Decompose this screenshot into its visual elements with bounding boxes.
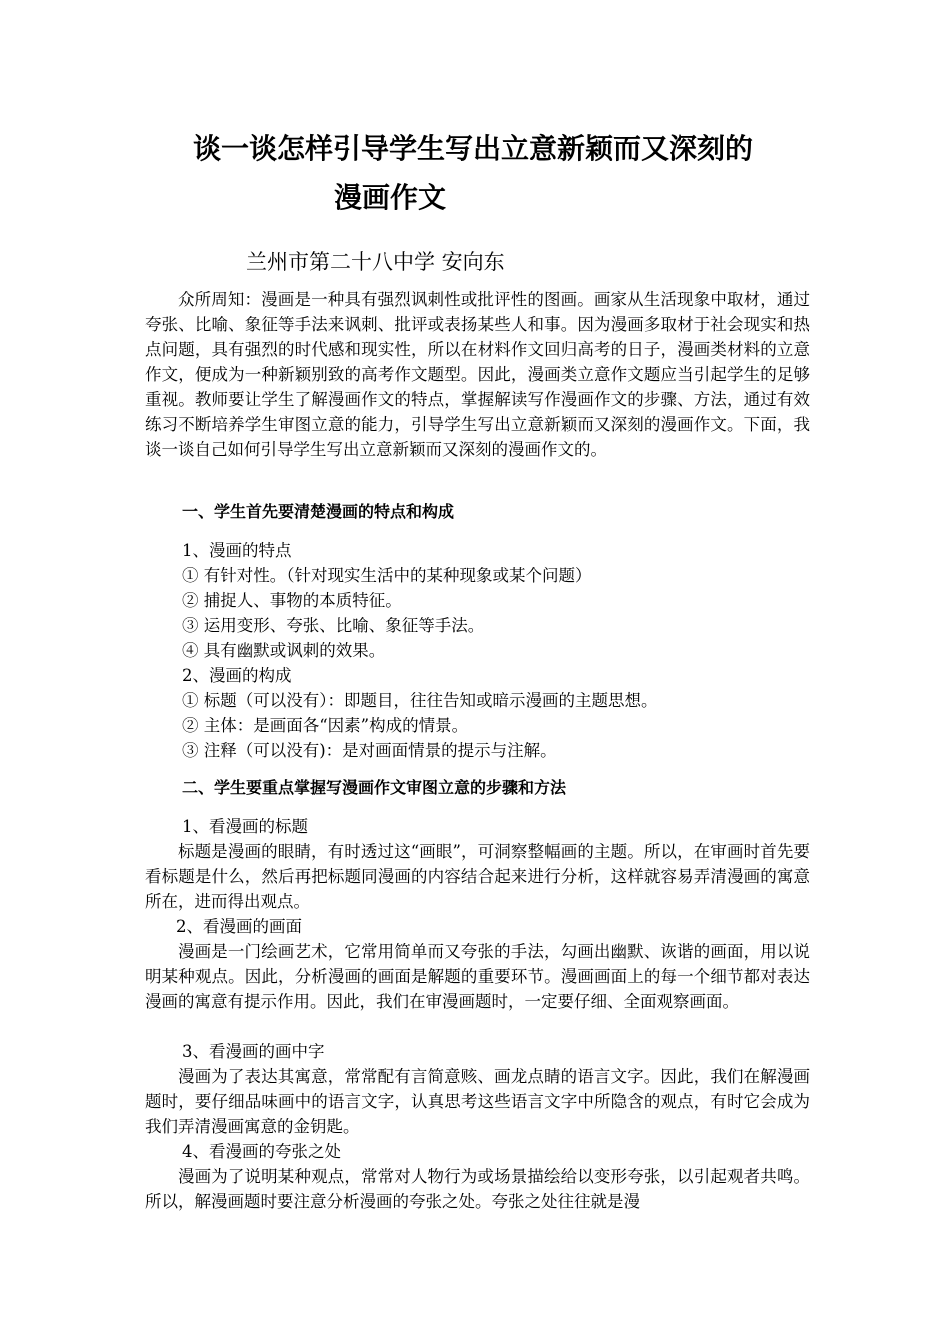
subsection-features-title: 1、漫画的特点 [182, 541, 292, 560]
step-1-block [145, 839, 810, 914]
step-2-block [145, 939, 810, 1014]
feature-item: ② 捕捉人、事物的本质特征。 [182, 591, 402, 610]
author-line: 兰州市第二十八中学 安向东 [246, 250, 505, 274]
title-line-2: 漫画作文 [334, 181, 447, 214]
composition-item: ② 主体：是画面各“因素”构成的情景。 [182, 716, 469, 735]
feature-item: ③ 运用变形、夸张、比喻、象征等手法。 [182, 616, 485, 635]
intro-block [145, 287, 810, 462]
composition-item: ① 标题（可以没有）：即题目，往往告知或暗示漫画的主题思想。 [182, 691, 658, 710]
title-line-1: 谈一谈怎样引导学生写出立意新颖而又深刻的 [193, 132, 754, 165]
step-4-block [145, 1164, 810, 1214]
step-4-paragraph: 漫画为了说明某种观点，常常对人物行为或场景描绘给以变形夸张，以引起观者共鸣。所以，解漫画题时要注意分析漫画的夸张之处。夸张之处往往就是漫 [145, 1167, 810, 1211]
step-4-title: 4、看漫画的夸张之处 [182, 1142, 341, 1161]
step-3-block [145, 1064, 810, 1139]
feature-item: ① 有针对性。（针对现实生活中的某种现象或某个问题） [182, 566, 592, 585]
feature-item: ④ 具有幽默或讽刺的效果。 [182, 641, 386, 660]
step-3-paragraph: 漫画为了表达其寓意，常常配有言简意赅、画龙点睛的语言文字。因此，我们在解漫画题时，要仔细品味画中的语言文字，认真思考这些语言文字中所隐含的观点，有时它会成为我们弄清漫画寓意的金钥匙。 [145, 1067, 810, 1136]
step-1-title: 1、看漫画的标题 [182, 817, 308, 836]
step-2-paragraph: 漫画是一门绘画艺术，它常用简单而又夸张的手法，勾画出幽默、诙谐的画面，用以说明某种观点。因此，分析漫画的画面是解题的重要环节。漫画画面上的每一个细节都对表达漫画的寓意有提示作用。因此，我们在审漫画题时，一定要仔细、全面观察画面。 [145, 942, 810, 1011]
step-2-title: 2、看漫画的画面 [176, 917, 302, 936]
intro-paragraph: 众所周知：漫画是一种具有强烈讽刺性或批评性的图画。画家从生活现象中取材，通过夸张、比喻、象征等手法来讽刺、批评或表扬某些人和事。因为漫画多取材于社会现实和热点问题，具有强烈的时代感和现实性，所以在材料作文回归高考的日子，漫画类材料的立意作文，便成为一种新颖别致的高考作文题型。因此，漫画类立意作文题应当引起学生的足够重视。教师要让学生了解漫画作文的特点，掌握解读写作漫画作文的步骤、方法，通过有效练习不断培养学生审图立意的能力，引导学生写出立意新颖而又深刻的漫画作文。下面，我谈一谈自己如何引导学生写出立意新颖而又深刻的漫画作文的。 [145, 290, 810, 459]
step-1-paragraph: 标题是漫画的眼睛，有时透过这“画眼”，可洞察整幅画的主题。所以，在审画时首先要看标题是什么，然后再把标题同漫画的内容结合起来进行分析，这样就容易弄清漫画的寓意所在，进而得出观点。 [145, 842, 810, 911]
composition-item: ③ 注释（可以没有)：是对画面情景的提示与注解。 [182, 741, 557, 760]
step-3-title: 3、看漫画的画中字 [182, 1042, 325, 1061]
section-2-heading: 二、学生要重点掌握写漫画作文审图立意的步骤和方法 [182, 778, 567, 797]
subsection-composition-title: 2、漫画的构成 [182, 666, 292, 685]
section-1-heading: 一、学生首先要清楚漫画的特点和构成 [182, 502, 455, 521]
